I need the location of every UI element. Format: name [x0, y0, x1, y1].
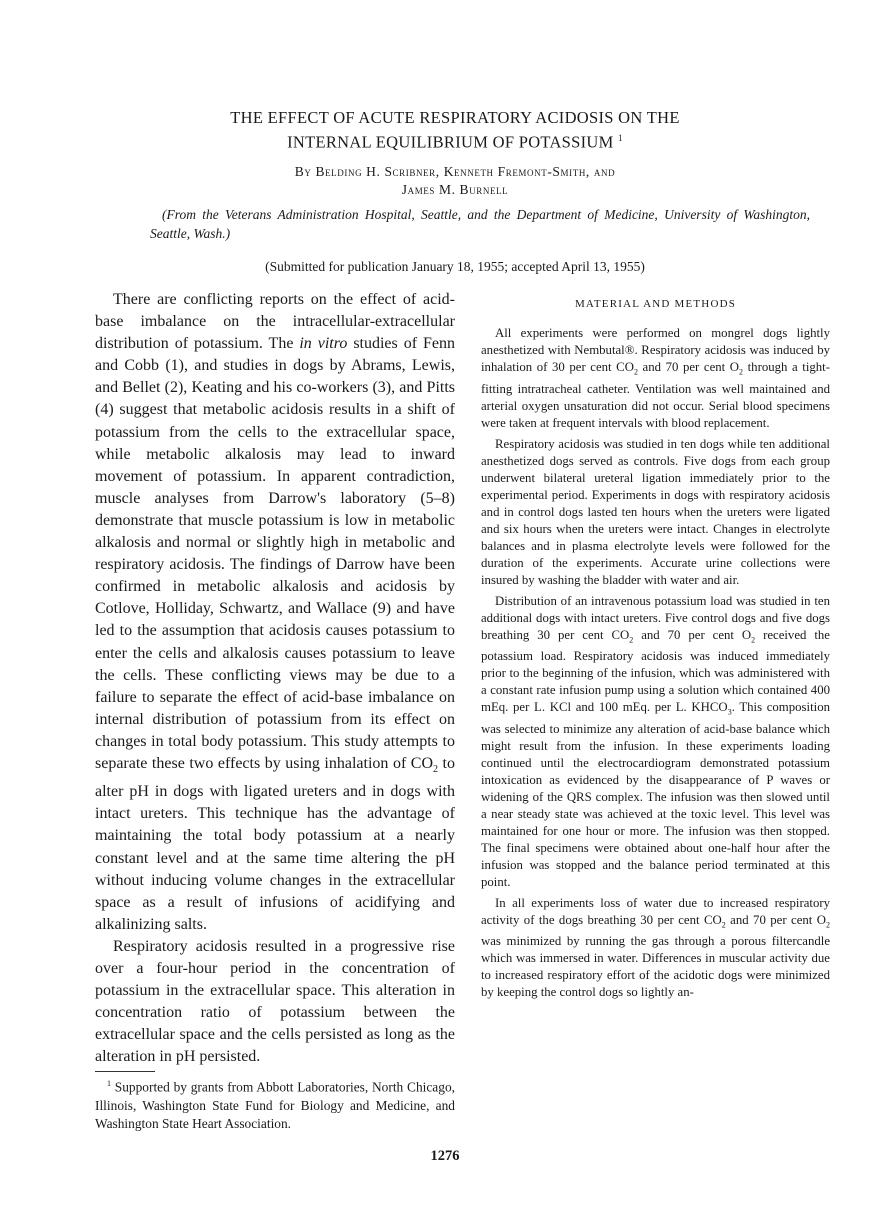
submission-dates: (Submitted for publication January 18, 1955; accepted April 13, 1955) [265, 259, 645, 274]
methods-paragraph-4 [481, 895, 830, 1002]
footnote [95, 1075, 455, 1132]
khco3-subscript: 3 [727, 707, 732, 717]
methods-p1-c: through a tight-fitting intratracheal catheter. Ventilation was well maintained and arterial oxygen unsaturation did not occur. Serial blood specimens were taken at frequent intervals with blood replacement. [481, 360, 831, 430]
intro-paragraph-1 [95, 289, 455, 936]
intro-text-c: to alter pH in dogs with ligated ureters and in dogs with intact ureters. This technique has the advantage of maintaining the total body potassium at a nearly constant level and at the same time altering the pH without inducing volume changes in the extracellular space as a result of infusions of acidifying and alkalinizing salts. [95, 754, 455, 933]
article-title [110, 108, 800, 153]
footnote-text: Supported by grants from Abbott Laboratories, North Chicago, Illinois, Washington State Fund for Biology and Medicine, and Washington State Heart Association. [95, 1079, 455, 1131]
left-column [95, 289, 455, 1133]
right-column [481, 292, 830, 1005]
methods-p3-b: and 70 per cent O [633, 627, 752, 642]
section-heading-methods: MATERIAL AND METHODS [574, 298, 737, 310]
methods-p4-c: was minimized by running the gas through a porous filtercandle which was immersed in water. Differences in muscular activity due to increased respiratory effort of the acidotic dogs were minimized by keeping the control dogs so lightly an- [481, 934, 830, 1000]
title-line-1: THE EFFECT OF ACUTE RESPIRATORY ACIDOSIS ON THE [230, 108, 680, 127]
methods-paragraph-1 [481, 325, 830, 432]
co2-subscript: 2 [433, 764, 439, 776]
title-footnote-mark: 1 [618, 133, 623, 143]
intro-text-a: There are conflicting reports on the effect of acid-base imbalance on the intracellular-extracellular distribution of potassium. The [95, 291, 455, 353]
co2-subscript: 2 [721, 920, 726, 930]
in-vitro-italic: in vitro [299, 335, 348, 353]
affiliation: (From the Veterans Administration Hospital, Seattle, and the Department of Medicine, University of Washington, Seattle, Wash.) [150, 207, 810, 241]
methods-p1-b: and 70 per cent O [637, 360, 740, 374]
methods-p3-a: Distribution of an intravenous potassium load was studied in ten additional dogs with intact ureters. Five control dogs and five dogs breathing 30 per cent CO [481, 593, 830, 642]
intro-paragraph-2: Respiratory acidosis resulted in a progressive rise over a four-hour period in the concentration of potassium in the extracellular space. This alteration in concentration ratio of potassium between the extracellular space and the cells persisted as long as the alteration in pH persisted. [95, 937, 455, 1066]
methods-p4-a: In all experiments loss of water due to increased respiratory activity of the dogs breathing 30 per cent CO [481, 895, 830, 927]
authors-line-1: By Belding H. Scribner, Kenneth Fremont-Smith, and [294, 164, 616, 179]
author-list [110, 163, 800, 199]
o2-subscript: 2 [739, 367, 744, 377]
co2-subscript: 2 [629, 635, 634, 645]
methods-paragraph-2: Respiratory acidosis was studied in ten dogs while ten additional anesthetized dogs served as controls. Five dogs from each group underwent bilateral ureteral ligation immediately prior to the experimental period. Experiments in dogs with respiratory acidosis and in control dogs lasted ten hours when the ureters were ligated and six hours when the ureters were intact. Changes in electrolyte balances and in plasma electrolyte levels were followed for the duration of the experiments. Accurate urine collections were insured by washing the bladder with water and air. [481, 436, 830, 587]
co2-subscript: 2 [633, 367, 638, 377]
page-number: 1276 [430, 1148, 460, 1164]
methods-p3-d: . This composition was selected to minimize any alteration of acid-base balance which might result from the infusion. In these experiments loading continued until the electrocardiogram demonstrated potassium intoxication as evidenced by the disappearance of P waves or widening of the QRS complex. The infusion was then slowed until a near steady state was achieved at the toxic level. This level was maintained for one hour or more. The infusion was then stopped. The final specimens were obtained about one-half hour after the infusion was stopped and the balance period terminated at this point. [481, 700, 831, 889]
methods-p4-b: and 70 per cent O [725, 912, 826, 927]
footnote-mark: 1 [107, 1079, 111, 1089]
methods-p3-c: received the potassium load. Respiratory acidosis was induced immediately prior to the beginning of the infusion, which was administered with a constant rate infusion pump using a solution which contained 400 mEq. per L. KCl and 100 mEq. per L. KHCO [481, 627, 830, 715]
methods-p1-a: All experiments were performed on mongrel dogs lightly anesthetized with Nembutal®. Respiratory acidosis was induced by inhalation of 30 per cent CO [481, 326, 830, 374]
o2-subscript: 2 [826, 920, 830, 930]
o2-subscript: 2 [751, 635, 756, 645]
footnote-rule [95, 1071, 155, 1072]
methods-paragraph-3 [481, 593, 830, 891]
intro-text-b: studies of Fenn and Cobb (1), and studies in dogs by Abrams, Lewis, and Bellet (2), Keating and his co-workers (3), and Pitts (4) suggest that metabolic acidosis results in a shift of potassium from the cells to the extracellular space, while metabolic alkalosis may lead to inward movement of potassium. In apparent contradiction, muscle analyses from Darrow's laboratory (5–8) demonstrate that muscle potassium is low in metabolic alkalosis and normal or slightly high in metabolic and respiratory acidosis. The findings of Darrow have been confirmed in metabolic alkalosis and acidosis by Cotlove, Holliday, Schwartz, and Wallace (9) and have led to the assumption that acidosis causes potassium to enter the cells and alkalosis causes potassium to leave the cells. These conflicting views may be due to a failure to separate the effect of acid-base imbalance on internal distribution of potassium from its effect on changes in total body potassium. This study attempts to separate these two effects by using inhalation of CO [95, 335, 455, 772]
title-line-2: INTERNAL EQUILIBRIUM OF POTASSIUM [287, 132, 614, 152]
authors-line-2: James M. Burnell [401, 182, 509, 197]
